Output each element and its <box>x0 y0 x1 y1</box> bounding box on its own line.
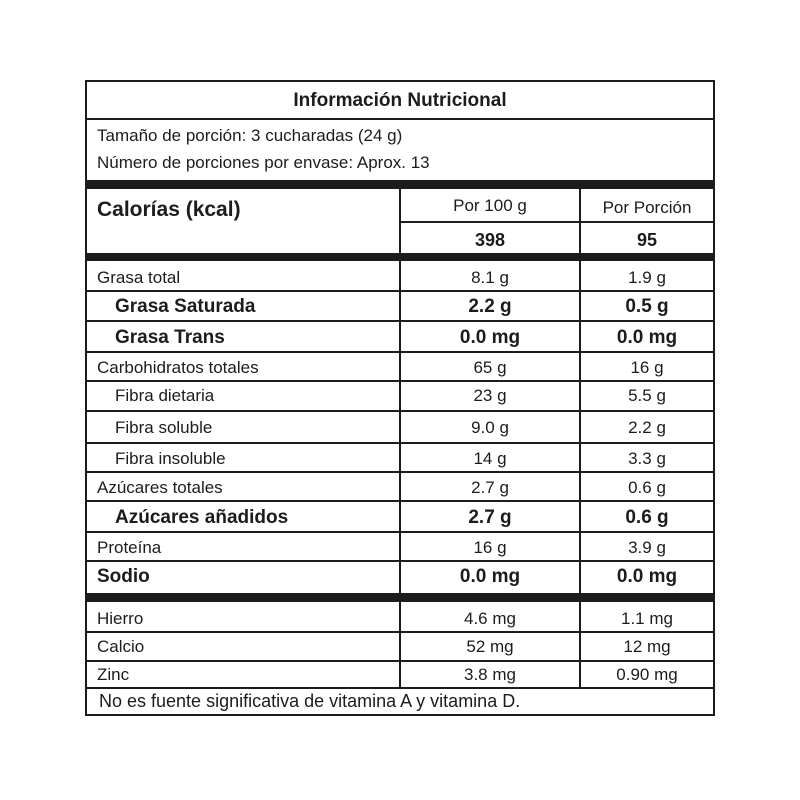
nutrient-name: Proteína <box>97 538 162 557</box>
nutrient-per-100g: 8.1 g <box>471 268 509 287</box>
nutrient-per-100g: 23 g <box>473 386 507 405</box>
nutrient-name: Carbohidratos totales <box>97 358 259 377</box>
nutrient-name: Azúcares totales <box>97 478 223 497</box>
nutrient-name: Azúcares añadidos <box>115 507 289 528</box>
mineral-per-serving: 0.90 mg <box>616 665 678 684</box>
nutrient-per-serving: 1.9 g <box>628 268 666 287</box>
nutrient-per-100g: 2.7 g <box>471 478 509 497</box>
nutrient-per-serving: 16 g <box>630 358 664 377</box>
nutrient-per-serving: 0.5 g <box>625 296 669 317</box>
label-title: Información Nutricional <box>293 90 507 111</box>
mineral-name: Zinc <box>97 665 130 684</box>
nutrient-per-100g: 14 g <box>473 449 507 468</box>
nutrient-per-serving: 0.0 mg <box>616 566 678 587</box>
divider <box>401 221 713 223</box>
nutrient-per-100g: 9.0 g <box>471 418 509 437</box>
column-line <box>399 261 401 593</box>
nutrient-per-serving: 3.3 g <box>628 449 666 468</box>
nutrient-per-serving: 0.0 mg <box>616 327 678 348</box>
calories-label: Calorías (kcal) <box>97 198 241 221</box>
footnote: No es fuente significativa de vitamina A y vitamina D. <box>99 691 521 711</box>
thick-divider <box>87 593 713 602</box>
nutrition-label <box>85 80 715 716</box>
mineral-per-serving: 1.1 mg <box>621 609 673 628</box>
servings-per-container: Número de porciones por envase: Aprox. 13 <box>97 153 430 172</box>
nutrient-name: Fibra soluble <box>115 418 213 437</box>
calories-per-100g: 398 <box>474 230 506 250</box>
nutrient-per-100g: 0.0 mg <box>459 566 521 587</box>
mineral-name: Calcio <box>97 637 145 656</box>
nutrient-name: Grasa total <box>97 268 181 287</box>
nutrient-name: Fibra dietaria <box>115 386 215 405</box>
calories-per-serving: 95 <box>636 230 658 250</box>
nutrient-per-serving: 0.6 g <box>628 478 666 497</box>
col-header-per-100g: Por 100 g <box>453 196 527 215</box>
column-line <box>579 602 581 688</box>
nutrient-per-100g: 2.7 g <box>468 507 512 528</box>
mineral-per-100g: 52 mg <box>466 637 514 656</box>
nutrient-name: Grasa Trans <box>115 327 225 348</box>
nutrient-per-serving: 0.6 g <box>625 507 669 528</box>
nutrient-name: Fibra insoluble <box>115 449 226 468</box>
mineral-per-serving: 12 mg <box>623 637 671 656</box>
nutrient-per-100g: 65 g <box>473 358 507 377</box>
nutrient-per-100g: 16 g <box>473 538 507 557</box>
nutrient-name: Sodio <box>97 566 150 587</box>
serving-size: Tamaño de porción: 3 cucharadas (24 g) <box>97 126 403 145</box>
col-header-per-serving: Por Porción <box>602 198 692 217</box>
nutrient-per-100g: 0.0 mg <box>459 327 521 348</box>
column-line <box>579 261 581 593</box>
nutrient-per-serving: 3.9 g <box>628 538 666 557</box>
thick-divider <box>87 253 713 261</box>
mineral-per-100g: 4.6 mg <box>464 609 516 628</box>
column-line <box>399 189 401 253</box>
nutrient-per-serving: 5.5 g <box>628 386 666 405</box>
column-line <box>579 189 581 253</box>
nutrient-per-100g: 2.2 g <box>468 296 512 317</box>
column-line <box>399 602 401 688</box>
nutrient-per-serving: 2.2 g <box>628 418 666 437</box>
mineral-name: Hierro <box>97 609 144 628</box>
mineral-per-100g: 3.8 mg <box>464 665 516 684</box>
nutrient-name: Grasa Saturada <box>115 296 256 317</box>
divider <box>87 118 713 120</box>
thick-divider <box>87 180 713 189</box>
